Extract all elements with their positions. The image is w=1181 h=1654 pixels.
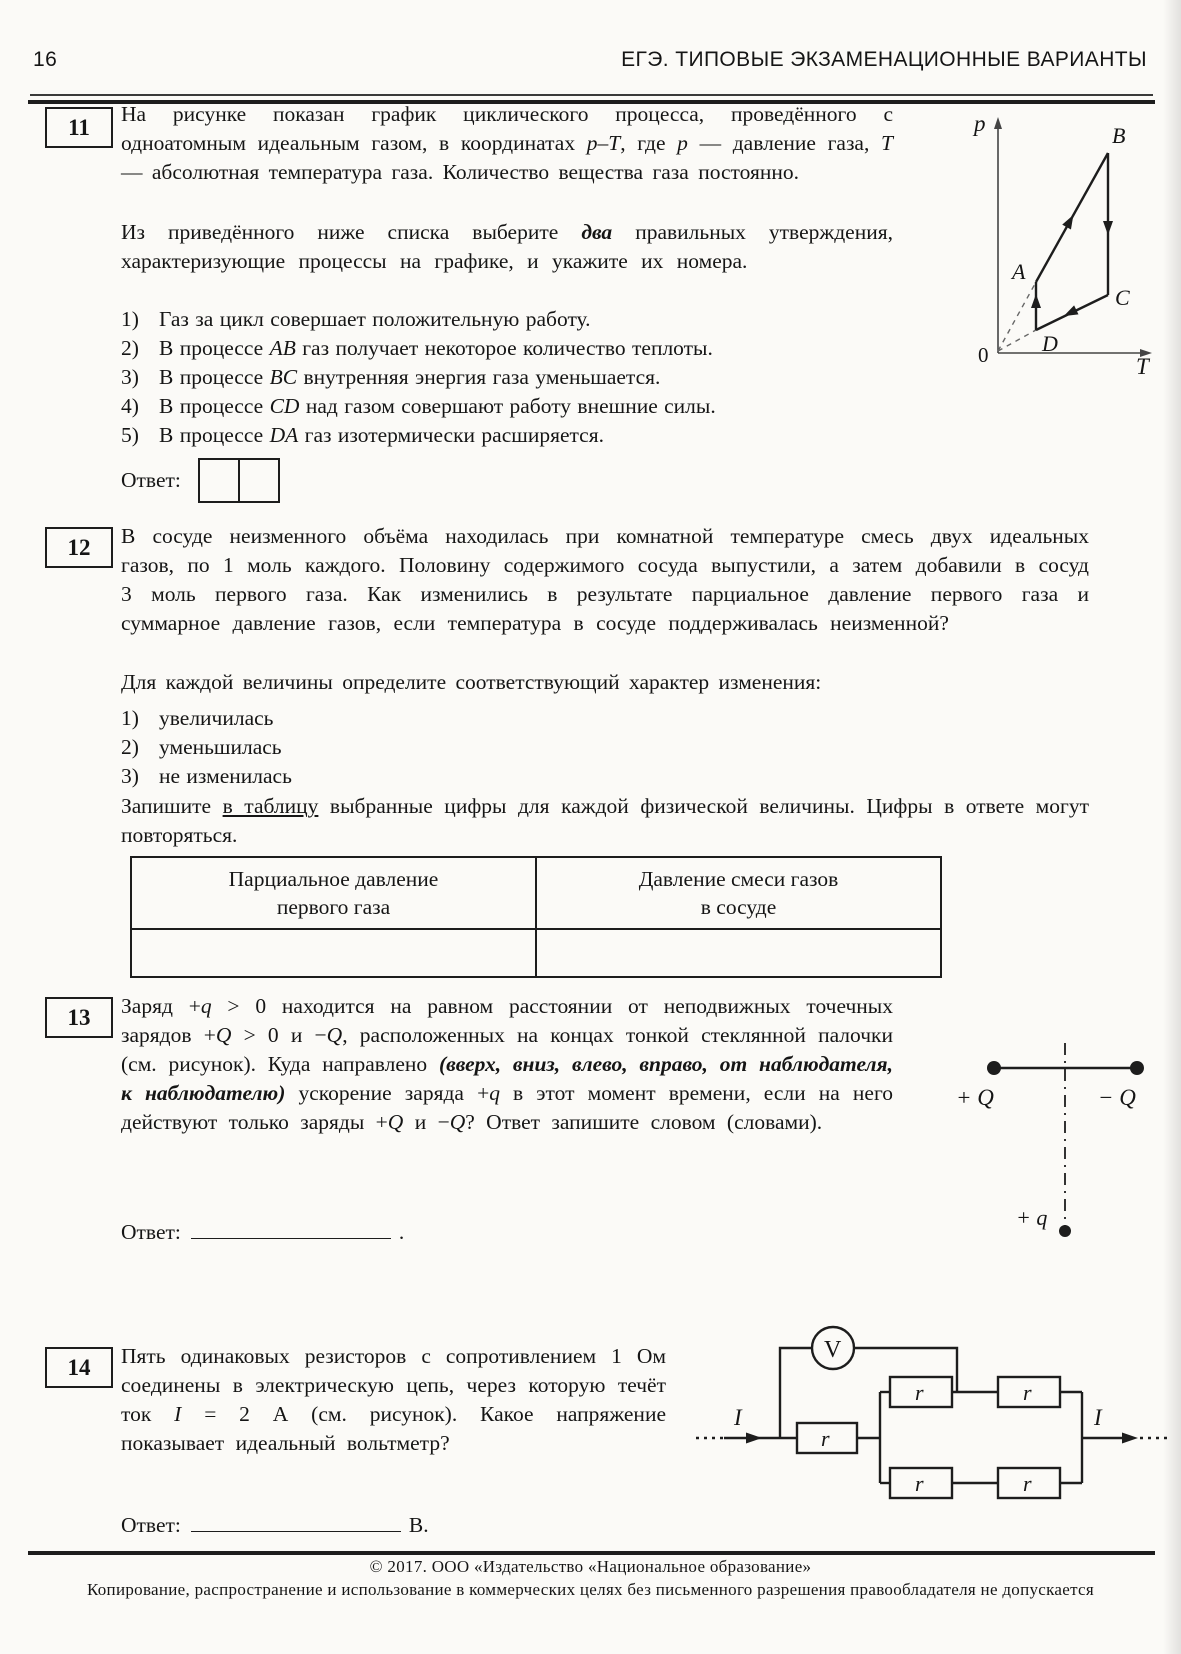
page-number: 16 [33,48,58,71]
problem-14-number: 14 [67,1354,91,1380]
problem-12-paragraph-1 [121,522,1089,638]
p-axis-arrow-icon [994,117,1002,129]
option-text: В процессе CD над газом совершают работу внешние силы. [159,394,716,418]
problem-12-options [121,704,1089,791]
problem-14-paragraph [121,1342,666,1458]
p13-seg: , расположенных на концах тонкой стеклянной палочки (см. рисунок). Куда направлено [121,1023,893,1076]
p12-p3-seg: выбранные цифры для каждой физической величины. Цифры в ответе могут повторяться. [121,794,1089,847]
option-row-5 [121,421,893,450]
answer-table-header-row [131,857,941,929]
p11-p2-seg: Из приведённого ниже списка выберите [121,220,582,244]
option-row-3 [121,363,893,392]
p13-directions-emphasis: (вверх, вниз, влево, вправо, от наблюдателя, к наблюдателю) [121,1052,893,1105]
answer-blank-line[interactable] [191,1505,401,1532]
arrow-CD-icon [1062,305,1079,320]
p13-var-q: q [489,1081,500,1105]
option-row-2 [121,334,893,363]
p13-seg: > 0 и − [231,1023,327,1047]
p12-p2-text: Для каждой величины определите соответствующий характер изменения: [121,670,822,694]
header-title: ЕГЭ. ТИПОВЫЕ ЭКЗАМЕНАЦИОННЫЕ ВАРИАНТЫ [621,48,1147,71]
answer-table-input-row [131,929,941,977]
point-A-label: A [1012,259,1026,284]
problem-13-answer-row [121,1212,404,1247]
origin-label: 0 [978,343,989,367]
answer-blank-line[interactable] [191,1212,391,1239]
charge-plusQ-dot [987,1061,1001,1075]
p13-var-q: q [200,994,212,1018]
current-out-label: I [1094,1405,1102,1430]
answer-label: Ответ: [121,1219,181,1244]
answer-label: Ответ: [121,468,181,492]
p13-seg: ? Ответ запишите словом (словами). [465,1110,823,1134]
arrow-AB-icon [1062,212,1078,229]
p11-p1-var-p: p [677,131,688,155]
circuit-diagram [690,1322,1181,1517]
charge-minusQ-dot [1130,1061,1144,1075]
p14-seg: = 2 А (см. рисунок). Какое напряжение показывает идеальный вольтметр? [121,1402,666,1455]
p11-p1-seg: — давление газа, [687,131,882,155]
option-number: 2) [121,336,139,360]
problem-11-answer-row [121,458,280,503]
p12-p3-underlined: в таблицу [222,794,319,818]
arrow-BC-icon [1103,221,1113,235]
resistor-label: r [821,1426,830,1451]
problem-11-paragraph-1 [121,100,893,187]
p11-p1-var-T: T [881,131,893,155]
p14-seg: Пять одинаковых резисторов с сопротивлением 1 Ом соединены в электрическую цепь, через которую течёт ток [121,1344,666,1426]
option-number: 2) [121,735,139,759]
page-header [33,48,1147,72]
p11-p2-emphasis-two: два [581,220,613,244]
p13-var-Q: Q [449,1110,466,1134]
current-in-arrow-icon [746,1433,762,1444]
problem-11-paragraph-2 [121,218,893,276]
voltmeter-wire-right [854,1348,957,1392]
p13-seg: > 0 находится на равном расстоянии от неподвижных точечных зарядов + [121,994,893,1047]
p13-seg: Заряд + [121,994,201,1018]
answer-cell-2[interactable] [238,460,278,501]
problem-11-number: 11 [68,114,90,140]
charge-minusQ-label: − Q [1098,1085,1136,1110]
change-option-2 [121,733,1089,762]
resistor-label: r [915,1471,924,1496]
footer-legal-notice: Копирование, распространение и использование в коммерческих целях без письменного разрешения правообладателя не допускается [86,1580,1095,1599]
point-D-label: D [1042,331,1058,356]
option-number: 4) [121,394,139,418]
answer-cell-1[interactable] [200,460,238,501]
problem-12-paragraph-3 [121,792,1089,850]
option-text: не изменилась [159,764,292,788]
p13-var-Q: Q [387,1110,404,1134]
answer-unit: В. [408,1512,429,1537]
p-axis-label: p [974,111,986,136]
p13-var-Q: Q [215,1023,232,1047]
footer-copyright: © 2017. ООО «Издательство «Национальное образование» [369,1557,812,1576]
p14-var-I: I [174,1402,182,1426]
problem-11-number-box [45,107,113,148]
problem-11-options [121,305,893,450]
option-text: Газ за цикл совершает положительную работу. [159,307,591,331]
p13-seg: в этот момент времени, если на него действуют только заряды + [121,1081,893,1134]
option-number: 5) [121,423,139,447]
T-axis-label: T [1136,354,1149,375]
change-option-1 [121,704,1089,733]
p11-p1-seg: — абсолютная температура газа. Количество вещества газа постоянно. [121,160,800,184]
problem-12-number: 12 [67,534,91,560]
change-option-3 [121,762,1089,791]
point-C-label: C [1115,285,1130,310]
option-number: 3) [121,764,139,788]
current-in-label: I [734,1405,742,1430]
problem-14-answer-row [121,1505,429,1540]
p11-p1-seg: , где [620,131,678,155]
problem-13-number: 13 [67,1004,91,1030]
p11-p1-seg: На рисунке показан график циклического процесса, проведённого с одноатомным идеальным газом, в координатах [121,102,893,155]
option-number: 1) [121,706,139,730]
option-text: В процессе AB газ получает некоторое количество теплоты. [159,336,713,360]
problem-12-paragraph-2 [121,668,1089,697]
resistor-label: r [1023,1471,1032,1496]
current-out-arrow-icon [1122,1433,1138,1444]
p13-seg: ускорение заряда + [285,1081,490,1105]
table-answer-cell-2[interactable] [536,929,941,977]
voltmeter-label: V [824,1337,842,1363]
answer-two-cell-box[interactable] [198,458,280,503]
option-text: В процессе BC внутренняя энергия газа уменьшается. [159,365,661,389]
answer-period: . [398,1219,405,1244]
option-text: В процессе DA газ изотермически расширяется. [159,423,604,447]
resistor-label: r [1023,1380,1032,1405]
p12-p3-seg: Запишите [121,794,223,818]
table-answer-cell-1[interactable] [131,929,536,977]
option-text: уменьшилась [159,735,282,759]
charge-plusQ-label: + Q [956,1085,994,1110]
arrow-DA-icon [1031,294,1041,308]
problem-13-number-box [45,997,113,1038]
problem-13-paragraph [121,992,893,1137]
pT-cycle-diagram [918,95,1170,375]
p11-p1-var-pT: p–T [586,131,621,155]
p13-var-Q: Q [326,1023,343,1047]
charge-plusq-label: + q [1016,1205,1048,1230]
charge-plusq-dot [1059,1225,1071,1237]
resistor-label: r [915,1380,924,1405]
p11-p2-seg: правильных утверждения, характеризующие процессы на графике, и укажите их номера. [121,220,893,273]
answer-label: Ответ: [121,1512,181,1537]
option-text: увеличилась [159,706,274,730]
p12-p1-text: В сосуде неизменного объёма находилась при комнатной температуре смесь двух идеальных газов, по 1 моль каждого. Половину содержимого сосуда выпустили, а затем добавили в сосуд 3 моль первого газа. Как изменились в результате парциальное давление первого газа и суммарное давление газов, если температура в сосуде поддерживалась неизменной? [121,524,1089,635]
table-header-partial-pressure: Парциальное давление первого газа [131,857,536,929]
charges-diagram [918,998,1170,1246]
p13-seg: и − [403,1110,450,1134]
problem-12-number-box [45,527,113,568]
table-header-mixture-pressure: Давление смеси газов в сосуде [536,857,941,929]
option-row-4 [121,392,893,421]
answer-table [130,856,942,978]
problem-14-number-box [45,1347,113,1388]
option-row-1 [121,305,893,334]
footer-rule [28,1551,1155,1555]
option-number: 3) [121,365,139,389]
option-number: 1) [121,307,139,331]
point-B-label: B [1112,123,1126,148]
